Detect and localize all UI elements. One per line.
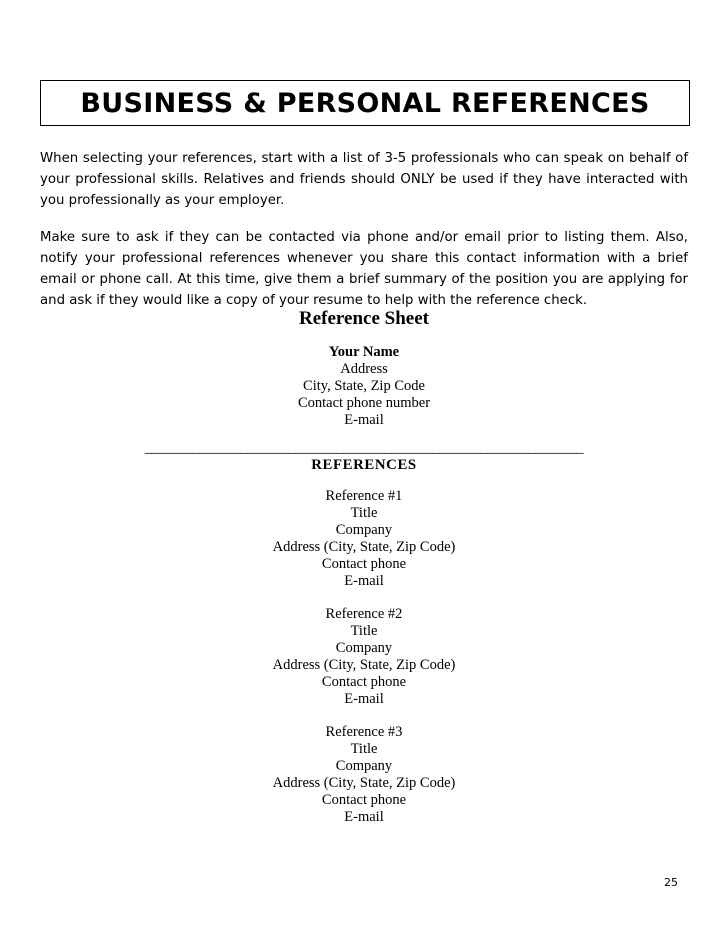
reference-company: Company — [335, 758, 393, 774]
page-number: 25 — [664, 876, 678, 889]
reference-address: Address (City, State, Zip Code) — [272, 539, 456, 555]
reference-phone: Contact phone — [321, 792, 407, 808]
reference-title: Title — [350, 505, 378, 521]
reference-entry-1 — [40, 488, 688, 590]
intro-paragraph-2: Make sure to ask if they can be contacted via phone and/or email prior to listing them. Also, notify your professional references whenever you share this contact information with a brief email or phone call. At this time, give them a brief summary of the position you are applying for and ask if they would like a copy of your resume to help with the reference check. — [40, 230, 688, 308]
reference-label: Reference #1 — [325, 488, 403, 504]
owner-city-state-zip: City, State, Zip Code — [303, 378, 425, 394]
page-title-banner — [40, 80, 690, 126]
reference-phone: Contact phone — [321, 674, 407, 690]
reference-address: Address (City, State, Zip Code) — [272, 775, 456, 791]
page-title: BUSINESS & PERSONAL REFERENCES — [80, 87, 650, 119]
reference-email: E-mail — [344, 691, 384, 707]
owner-phone: Contact phone number — [297, 395, 431, 411]
intro-paragraph-1: When selecting your references, start with a list of 3-5 professionals who can speak on behalf of your professional skills. Relatives and friends should ONLY be used if they have interacted with you professionally as your employer. — [40, 151, 688, 208]
owner-contact-block — [40, 344, 688, 429]
section-divider: ________________________________________________________________ — [144, 443, 584, 455]
reference-sheet-heading: Reference Sheet — [299, 308, 429, 329]
reference-sheet — [40, 308, 688, 826]
reference-company: Company — [335, 522, 393, 538]
reference-email: E-mail — [344, 573, 384, 589]
reference-title: Title — [350, 623, 378, 639]
owner-address: Address — [340, 361, 388, 377]
reference-label: Reference #3 — [325, 724, 403, 740]
reference-address: Address (City, State, Zip Code) — [272, 657, 456, 673]
reference-email: E-mail — [344, 809, 384, 825]
reference-entry-3 — [40, 724, 688, 826]
reference-entry-2 — [40, 606, 688, 708]
reference-company: Company — [335, 640, 393, 656]
reference-phone: Contact phone — [321, 556, 407, 572]
owner-email: E-mail — [344, 412, 384, 428]
reference-title: Title — [350, 741, 378, 757]
references-heading: REFERENCES — [311, 457, 417, 473]
owner-name: Your Name — [328, 344, 400, 360]
reference-label: Reference #2 — [325, 606, 403, 622]
intro-section — [40, 148, 688, 327]
